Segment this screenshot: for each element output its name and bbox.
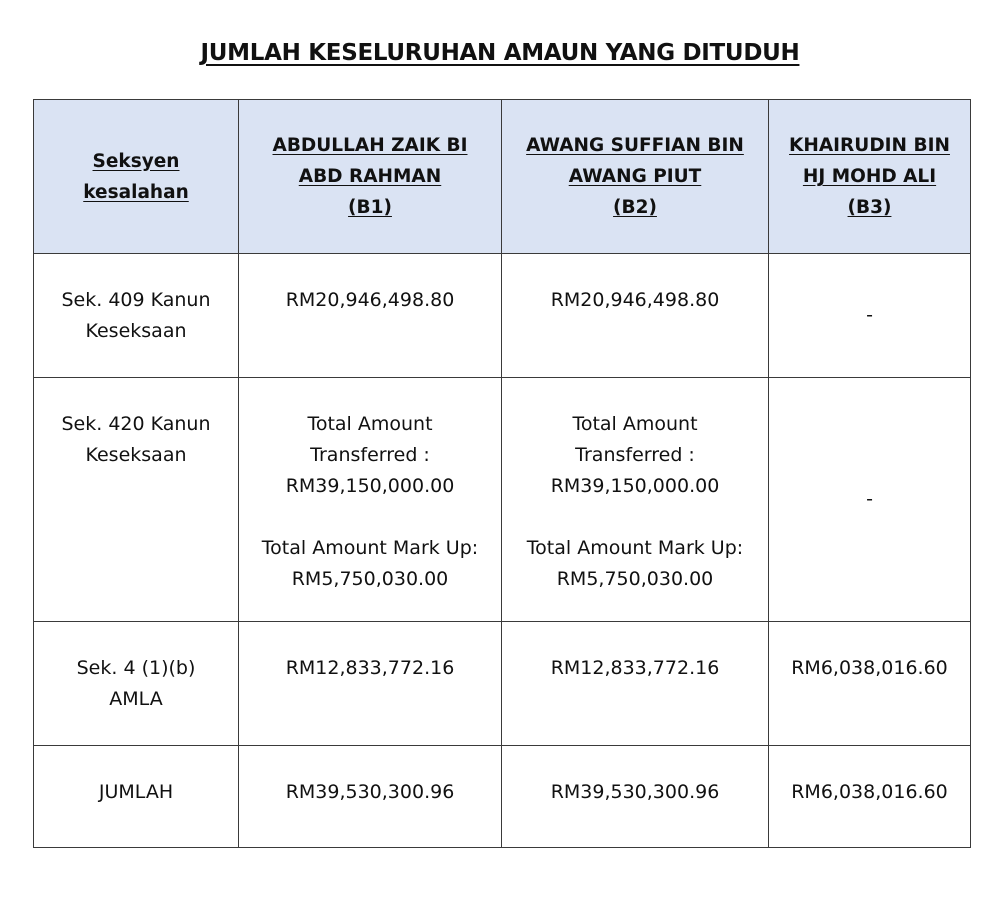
header-text: ABD RAHMAN [298, 166, 442, 187]
header-text: (B1) [348, 197, 392, 218]
section-text: Sek. 420 Kanun [61, 413, 211, 435]
section-cell [34, 622, 239, 746]
header-text: (B3) [847, 197, 892, 218]
markup-label: Total Amount Mark Up: [526, 537, 744, 559]
header-text: AWANG SUFFIAN BIN [526, 135, 744, 156]
markup-value: RM5,750,030.00 [556, 568, 714, 590]
page-title: JUMLAH KESELURUHAN AMAUN YANG DITUDUH [200, 40, 800, 66]
total-row [34, 746, 971, 848]
header-row [34, 100, 971, 254]
section-cell: JUMLAH [34, 746, 239, 848]
amount-cell-b1: RM39,530,300.96 [239, 746, 502, 848]
transferred-label: Transferred : [310, 444, 430, 466]
section-text: Sek. 4 (1)(b) [76, 657, 196, 679]
table-row [34, 622, 971, 746]
header-b1 [239, 100, 502, 254]
amount-cell-b2 [502, 378, 769, 622]
header-b3 [769, 100, 971, 254]
header-text: (B2) [613, 197, 657, 218]
amount-cell-b2: RM39,530,300.96 [502, 746, 769, 848]
amount-cell-b1: RM12,833,772.16 [239, 622, 502, 746]
header-section [34, 100, 239, 254]
header-text: kesalahan [83, 181, 189, 203]
markup-label: Total Amount Mark Up: [261, 537, 479, 559]
transferred-label: Total Amount [572, 413, 698, 435]
table-row [34, 254, 971, 378]
transferred-value: RM39,150,000.00 [285, 475, 455, 497]
header-text: ABDULLAH ZAIK BI [272, 135, 468, 156]
header-text: KHAIRUDIN BIN [789, 135, 950, 156]
transferred-value: RM39,150,000.00 [550, 475, 720, 497]
amount-cell-b1: RM20,946,498.80 [239, 254, 502, 378]
table-row [34, 378, 971, 622]
section-text: Sek. 409 Kanun [61, 289, 211, 311]
markup-value: RM5,750,030.00 [291, 568, 449, 590]
section-cell [34, 254, 239, 378]
amount-cell-b1 [239, 378, 502, 622]
amount-cell-b2: RM12,833,772.16 [502, 622, 769, 746]
section-text: Keseksaan [85, 444, 187, 466]
header-text: Seksyen [92, 150, 180, 172]
header-text: AWANG PIUT [568, 166, 702, 187]
amount-table [33, 99, 971, 848]
amount-cell-b3: RM6,038,016.60 [769, 746, 971, 848]
header-text: HJ MOHD ALI [802, 166, 937, 187]
amount-cell-b3: RM6,038,016.60 [769, 622, 971, 746]
transferred-label: Total Amount [307, 413, 433, 435]
amount-cell-b3: - [769, 378, 971, 622]
section-text: Keseksaan [85, 320, 187, 342]
section-cell [34, 378, 239, 622]
transferred-label: Transferred : [575, 444, 695, 466]
amount-cell-b3: - [769, 254, 971, 378]
section-text: AMLA [109, 688, 163, 710]
header-b2 [502, 100, 769, 254]
amount-cell-b2: RM20,946,498.80 [502, 254, 769, 378]
